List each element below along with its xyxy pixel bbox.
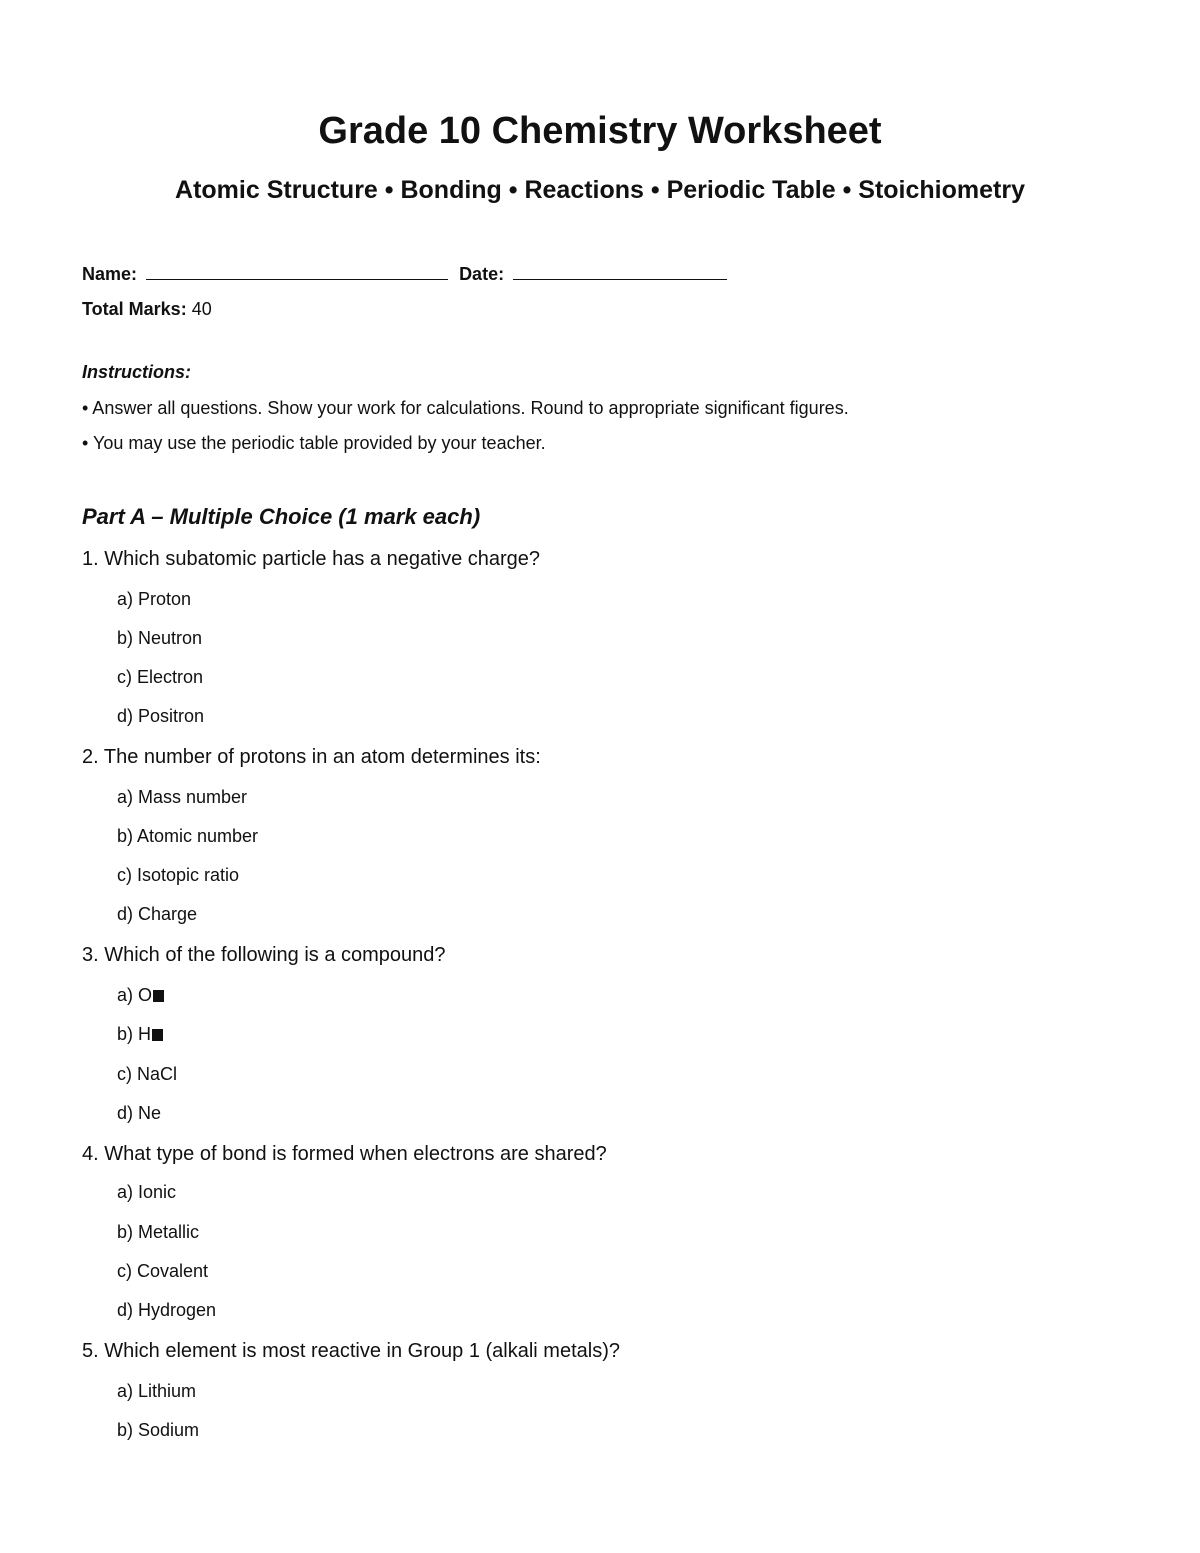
question-2: 2. The number of protons in an atom determines its: xyxy=(82,746,541,768)
instruction-line: • You may use the periodic table provided by your teacher. xyxy=(82,433,546,453)
page-title: Grade 10 Chemistry Worksheet xyxy=(318,110,882,152)
q4-option-b: b) Metallic xyxy=(117,1222,200,1242)
total-marks-label: Total Marks: xyxy=(82,299,187,319)
total-marks-value: 40 xyxy=(191,299,212,319)
instruction-line: • Answer all questions. Show your work for calculations. Round to appropriate significant figures. xyxy=(82,398,849,418)
page-subtitle: Atomic Structure • Bonding • Reactions • Periodic Table • Stoichiometry xyxy=(175,176,1025,204)
q3-option-a-text: a) O xyxy=(117,985,153,1005)
q2-option-b: b) Atomic number xyxy=(117,826,259,846)
name-label: Name: xyxy=(82,264,138,284)
q2-option-d: d) Charge xyxy=(117,904,198,924)
missing-glyph-box xyxy=(153,990,164,1002)
q1-option-b: b) Neutron xyxy=(117,628,203,648)
q3-option-d: d) Ne xyxy=(117,1103,162,1123)
question-1: 1. Which subatomic particle has a negative charge? xyxy=(82,548,541,570)
q1-option-c: c) Electron xyxy=(117,667,204,687)
q4-option-d: d) Hydrogen xyxy=(117,1300,217,1320)
q3-option-b xyxy=(117,1022,163,1046)
part-a-heading: Part A – Multiple Choice (1 mark each) xyxy=(82,504,481,529)
q5-option-a: a) Lithium xyxy=(117,1381,197,1401)
question-5: 5. Which element is most reactive in Group 1 (alkali metals)? xyxy=(82,1340,620,1362)
q4-option-c: c) Covalent xyxy=(117,1261,209,1281)
q3-option-c: c) NaCl xyxy=(117,1064,178,1084)
question-3: 3. Which of the following is a compound? xyxy=(82,944,446,966)
q4-option-a: a) Ionic xyxy=(117,1182,177,1202)
q1-option-a: a) Proton xyxy=(117,589,192,609)
q3-option-b-text: b) H xyxy=(117,1024,152,1044)
date-label: Date: xyxy=(459,264,505,284)
date-field[interactable] xyxy=(513,261,727,280)
name-date-row xyxy=(82,261,733,286)
q5-option-b: b) Sodium xyxy=(117,1420,200,1440)
q3-option-a xyxy=(117,983,164,1007)
name-field[interactable] xyxy=(146,261,448,280)
q2-option-c: c) Isotopic ratio xyxy=(117,865,240,885)
total-marks-row xyxy=(82,297,212,321)
question-4: 4. What type of bond is formed when electrons are shared? xyxy=(82,1143,607,1165)
instructions-heading: Instructions: xyxy=(82,362,192,382)
missing-glyph-box xyxy=(152,1029,163,1041)
q2-option-a: a) Mass number xyxy=(117,787,248,807)
q1-option-d: d) Positron xyxy=(117,706,205,726)
